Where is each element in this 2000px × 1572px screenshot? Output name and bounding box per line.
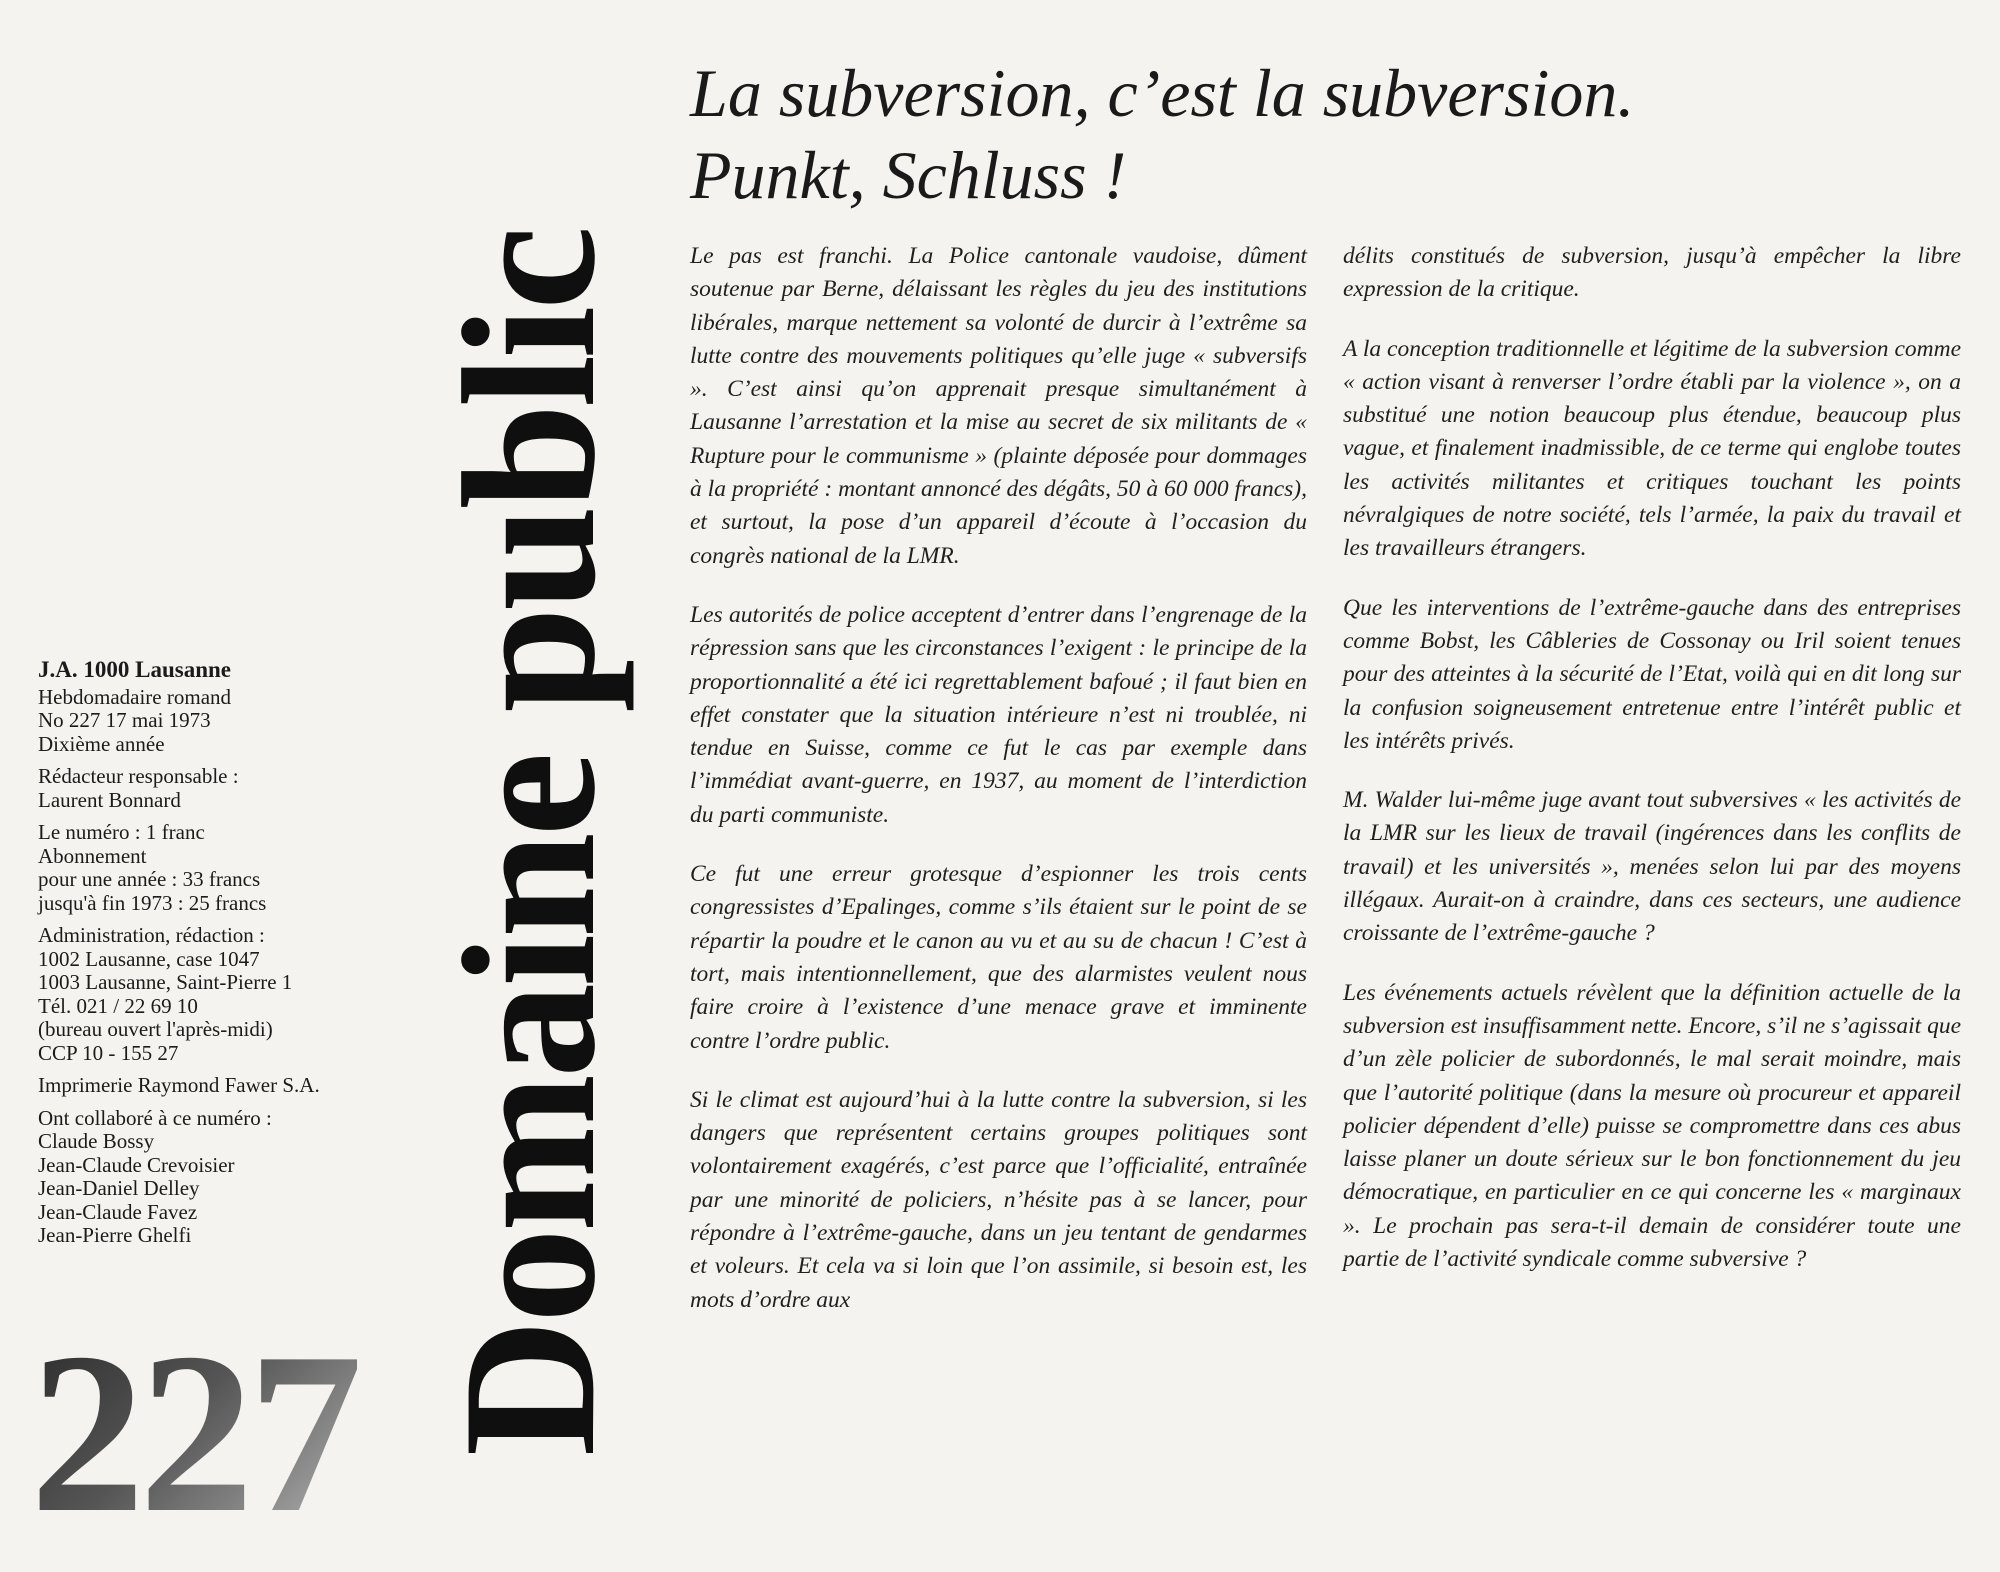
colophon-line: Imprimerie Raymond Fawer S.A. <box>38 1073 320 1097</box>
colophon-line: Ont collaboré à ce numéro : <box>38 1105 272 1130</box>
colophon-line: Le numéro : 1 franc <box>38 820 205 844</box>
colophon-line: Jean-Pierre Ghelfi <box>38 1223 192 1247</box>
colophon-line: jusqu'à fin 1973 : 25 francs <box>38 890 267 915</box>
colophon-line: 1003 Lausanne, Saint-Pierre 1 <box>38 970 293 994</box>
colophon-pricing <box>38 821 398 915</box>
headline <box>690 52 1970 216</box>
article-paragraph: Les événements actuels révèlent que la définition actuelle de la subversion est insuffisamment nette. Encore, s’il ne s’agissait que d’un zèle policier de subordonnés, le mal serait moindre, mais que l’autorité politique (dans la mesure où procureur et appareil policier dépendent d’elle) puisse se compromettre dans ces abus laisse planer un doute sérieux sur le bon fonctionnement du jeu démocratique, en particulier en ce qui concerne les « marginaux ». Le prochain pas sera-t-il demain de considérer toute une partie de l’activité syndicale comme subversive ? <box>1343 979 1961 1273</box>
colophon-line: CCP 10 - 155 27 <box>38 1040 179 1065</box>
colophon-title: J.A. 1000 Lausanne <box>38 657 231 682</box>
colophon-line: No 227 17 mai 1973 <box>38 708 211 732</box>
colophon-line: pour une année : 33 francs <box>38 867 261 891</box>
colophon-line: 1002 Lausanne, case 1047 <box>38 946 260 971</box>
colophon-line: Jean-Daniel Delley <box>38 1176 200 1200</box>
colophon-line: Dixième année <box>38 731 165 756</box>
article-paragraph: Le pas est franchi. La Police cantonale vaudoise, dûment soutenue par Berne, délaissant les règles du jeu des institutions libérales, marque nettement sa volonté de durcir à l’extrême sa lutte contre des mouvements politiques qu’elle juge « subversifs ». C’est ainsi qu’on apprenait presque simultanément à Lausanne l’arrestation et la mise au secret de six militants de « Rupture pour le communisme » (plainte déposée pour dommages à la propriété : montant annoncé des dégâts, 50 à 60 000 francs), et surtout, la pose d’un appareil d’écoute à l’occasion du congrès national de la LMR. <box>690 243 1307 569</box>
article-paragraph: Les autorités de police acceptent d’entrer dans l’engrenage de la répression sans que les circonstances l’exigent : le principe de la proportionnalité a été ici regrettablement bafoué ; il faut bien en effet constater que la situation intérieure n’est ni troublée, ni tendue en Suisse, comme ce fut le cas par exemple dans l’immédiat avant-guerre, en 1937, au moment de l’interdiction du parti communiste. <box>690 601 1307 828</box>
article-paragraph: M. Walder lui-même juge avant tout subversives « les activités de la LMR sur les lieux de travail (ingérences dans les conflits de travail) et les universités », menées selon lui par des moyens illégaux. Aurait-on à craindre, dans ces secteurs, une audience croissante de l’extrême-gauche ? <box>1343 787 1961 947</box>
colophon <box>38 658 398 1257</box>
masthead <box>400 148 660 1538</box>
headline-line: La subversion, c’est la subversion. <box>690 55 1635 131</box>
article-paragraph: Si le climat est aujourd’hui à la lutte contre la subversion, si les dangers que représentent certains groupes politiques sont volontairement exagérés, c’est parce que l’officialité, entraînée par une minorité de policiers, n’hésite pas à se lancer, pour répondre à l’extrême-gauche, dans un jeu tentant de gendarmes et voleurs. Et cela va si loin que l’on assimile, si besoin est, les mots d’ordre aux <box>690 1086 1307 1313</box>
colophon-publication <box>38 686 398 757</box>
article-column-2 <box>1343 240 1961 1302</box>
article-paragraph: Ce fut une erreur grotesque d’espionner les trois cents congressistes d’Epalinges, comme s’ils étaient sur le point de se répartir la poudre et le canon au vu et au su de chacun ! C’est à tort, mais intentionnellement, que des alarmistes veulent nous faire croire à l’existence d’une menace grave et imminente contre l’ordre public. <box>690 861 1307 1054</box>
article-paragraph: A la conception traditionnelle et légitime de la subversion comme « action visant à renverser l’ordre établi par la violence », on a substitué une notion beaucoup plus étendue, beaucoup plus vague, et finalement inadmissible, de ce terme qui englobe toutes les activités militantes et critiques touchant les points névralgiques de notre société, tels l’armée, la paix du travail et les travailleurs étrangers. <box>1343 335 1961 562</box>
colophon-line: Tél. 021 / 22 69 10 <box>38 993 198 1018</box>
colophon-line: (bureau ouvert l'après-midi) <box>38 1017 273 1041</box>
colophon-contributors <box>38 1107 398 1248</box>
colophon-line: Hebdomadaire romand <box>38 684 232 709</box>
article-column-1 <box>690 240 1307 1343</box>
article-paragraph: Que les interventions de l’extrême-gauche dans des entreprises comme Bobst, les Câbleries de Cossonay ou Iril soient tenues pour des atteintes à la sécurité de l’Etat, voilà qui en dit long sur la confusion soigneusement entretenue entre l’intérêt public et les intérêts privés. <box>1343 594 1961 754</box>
colophon-line: Rédacteur responsable : <box>38 764 239 788</box>
article-paragraph: délits constitués de subversion, jusqu’à empêcher la libre expression de la critique. <box>1343 243 1961 303</box>
colophon-line: Laurent Bonnard <box>38 787 181 812</box>
colophon-line: Jean-Claude Crevoisier <box>38 1152 235 1177</box>
masthead-title: Domaine public <box>425 229 635 1457</box>
colophon-line: Administration, rédaction : <box>38 923 265 947</box>
colophon-printer <box>38 1074 398 1098</box>
colophon-editor <box>38 765 398 812</box>
colophon-line: Claude Bossy <box>38 1129 155 1153</box>
issue-number: 227 <box>30 1305 357 1560</box>
headline-line: Punkt, Schluss ! <box>690 137 1127 213</box>
colophon-line: Jean-Claude Favez <box>38 1199 198 1224</box>
colophon-line: Abonnement <box>38 843 147 868</box>
colophon-address <box>38 924 398 1065</box>
